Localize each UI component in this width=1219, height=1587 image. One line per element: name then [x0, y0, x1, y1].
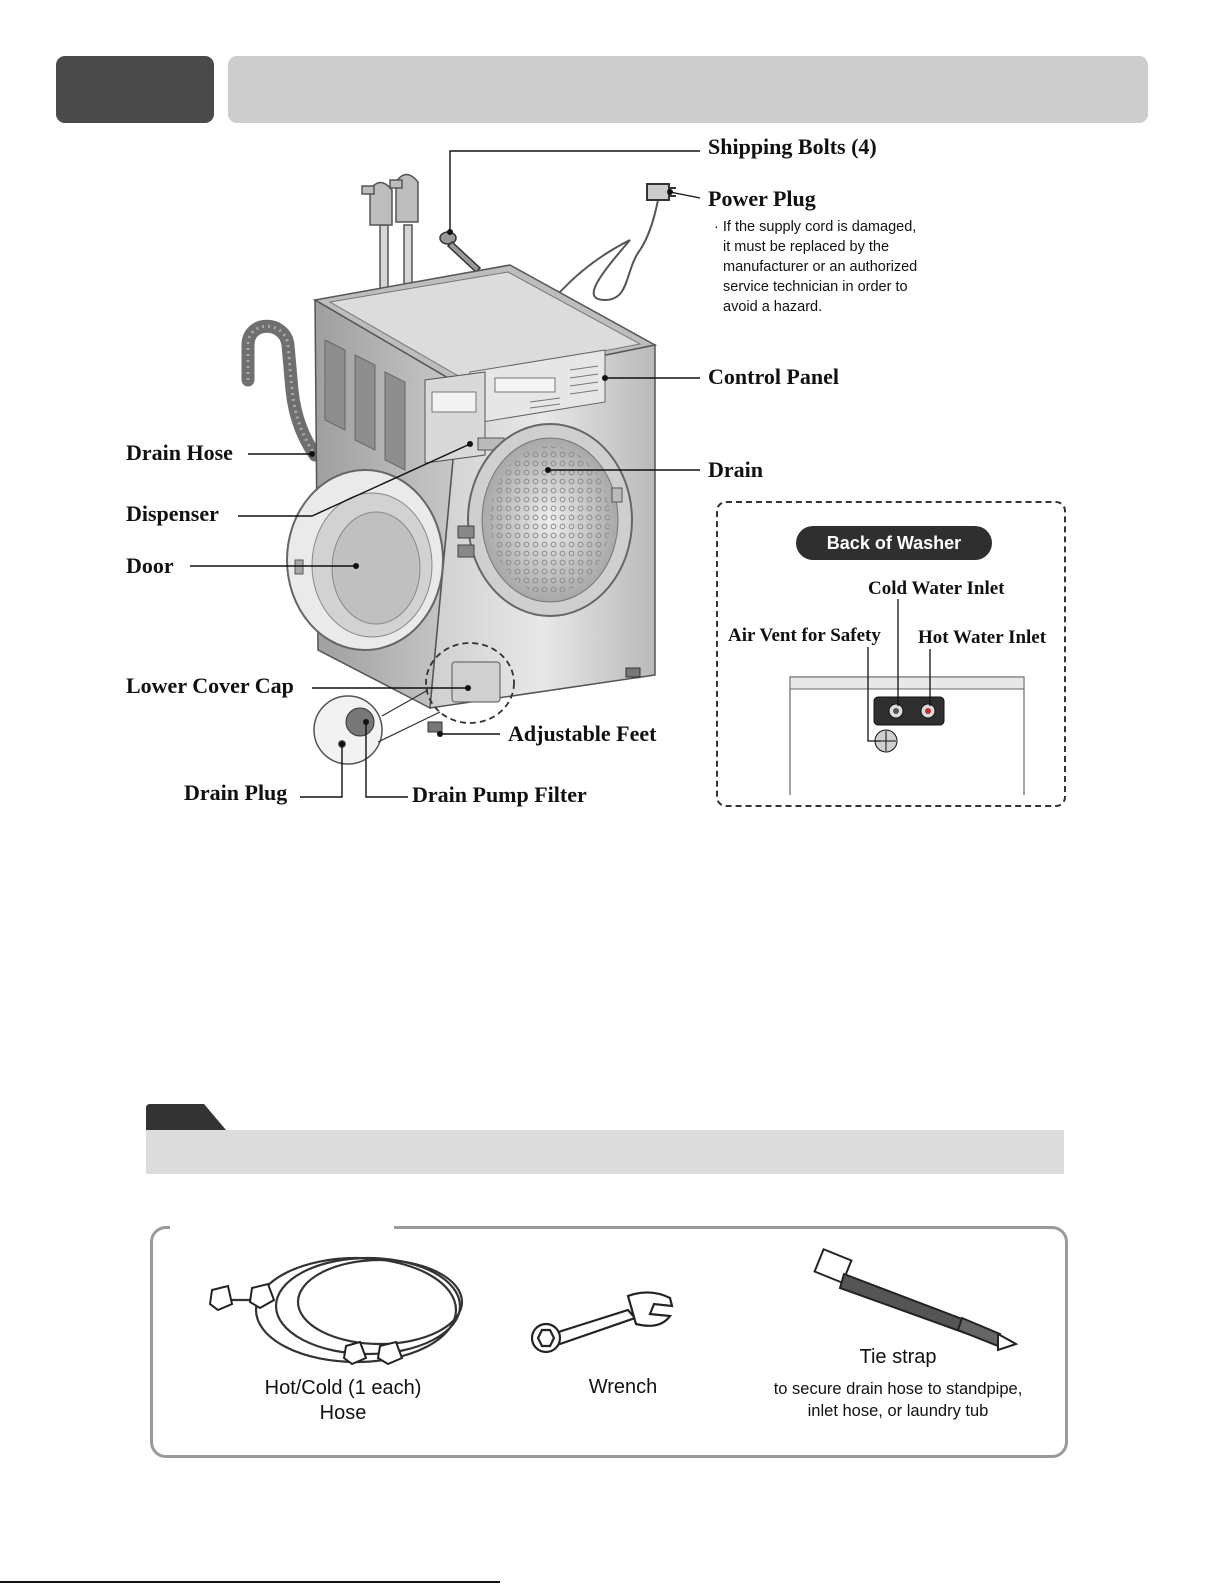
label-adjustable-feet: Adjustable Feet [508, 721, 657, 746]
tie-strap-note-line: inlet hose, or laundry tub [807, 1402, 989, 1420]
faucets-icon [362, 175, 418, 296]
label-drain-hose: Drain Hose [126, 440, 233, 465]
footer-rule [0, 1581, 500, 1583]
label-hot-water-inlet: Hot Water Inlet [918, 627, 1047, 648]
power-cord-icon [560, 184, 676, 300]
label-cold-water-inlet: Cold Water Inlet [868, 578, 1005, 599]
label-control-panel: Control Panel [708, 364, 839, 389]
label-lower-cover-cap: Lower Cover Cap [126, 673, 294, 698]
power-plug-note-line: · If the supply cord is damaged, [714, 219, 917, 235]
power-plug-note-line: avoid a hazard. [723, 299, 823, 315]
label-drain-pump-filter: Drain Pump Filter [412, 782, 587, 807]
power-plug-note-line: manufacturer or an authorized [723, 259, 918, 275]
accessory-hose-line: Hose [319, 1402, 367, 1424]
shipping-bolt-icon [440, 232, 480, 272]
tie-strap-icon [815, 1249, 1016, 1350]
power-plug-note [714, 217, 954, 317]
label-shipping-bolts: Shipping Bolts (4) [708, 134, 877, 159]
wrench-icon [532, 1292, 672, 1352]
label-dispenser: Dispenser [126, 501, 219, 526]
back-of-washer-illustration [716, 501, 1066, 807]
accessory-wrench-caption: Wrench [588, 1376, 658, 1398]
accessory-hose-caption [243, 1376, 443, 1426]
label-door: Door [126, 553, 174, 578]
label-air-vent-for-safety: Air Vent for Safety [728, 625, 881, 646]
label-drain: Drain [708, 457, 763, 482]
accessories-header-bar [146, 1130, 1064, 1174]
back-of-washer-title: Back of Washer [796, 526, 992, 560]
accessory-tie-strap-note [750, 1378, 1046, 1422]
accessories-header-tab [146, 1104, 226, 1130]
accessory-tie-strap-caption: Tie strap [859, 1346, 937, 1368]
tie-strap-note-line: to secure drain hose to standpipe, [773, 1380, 1023, 1398]
power-plug-note-line: service technician in order to [723, 279, 908, 295]
drain-hose-icon [248, 326, 315, 455]
accessory-hose-line: Hot/Cold (1 each) [264, 1377, 422, 1399]
power-plug-note-line: it must be replaced by the [723, 239, 890, 255]
label-drain-plug: Drain Plug [184, 780, 288, 805]
label-power-plug: Power Plug [708, 186, 816, 211]
